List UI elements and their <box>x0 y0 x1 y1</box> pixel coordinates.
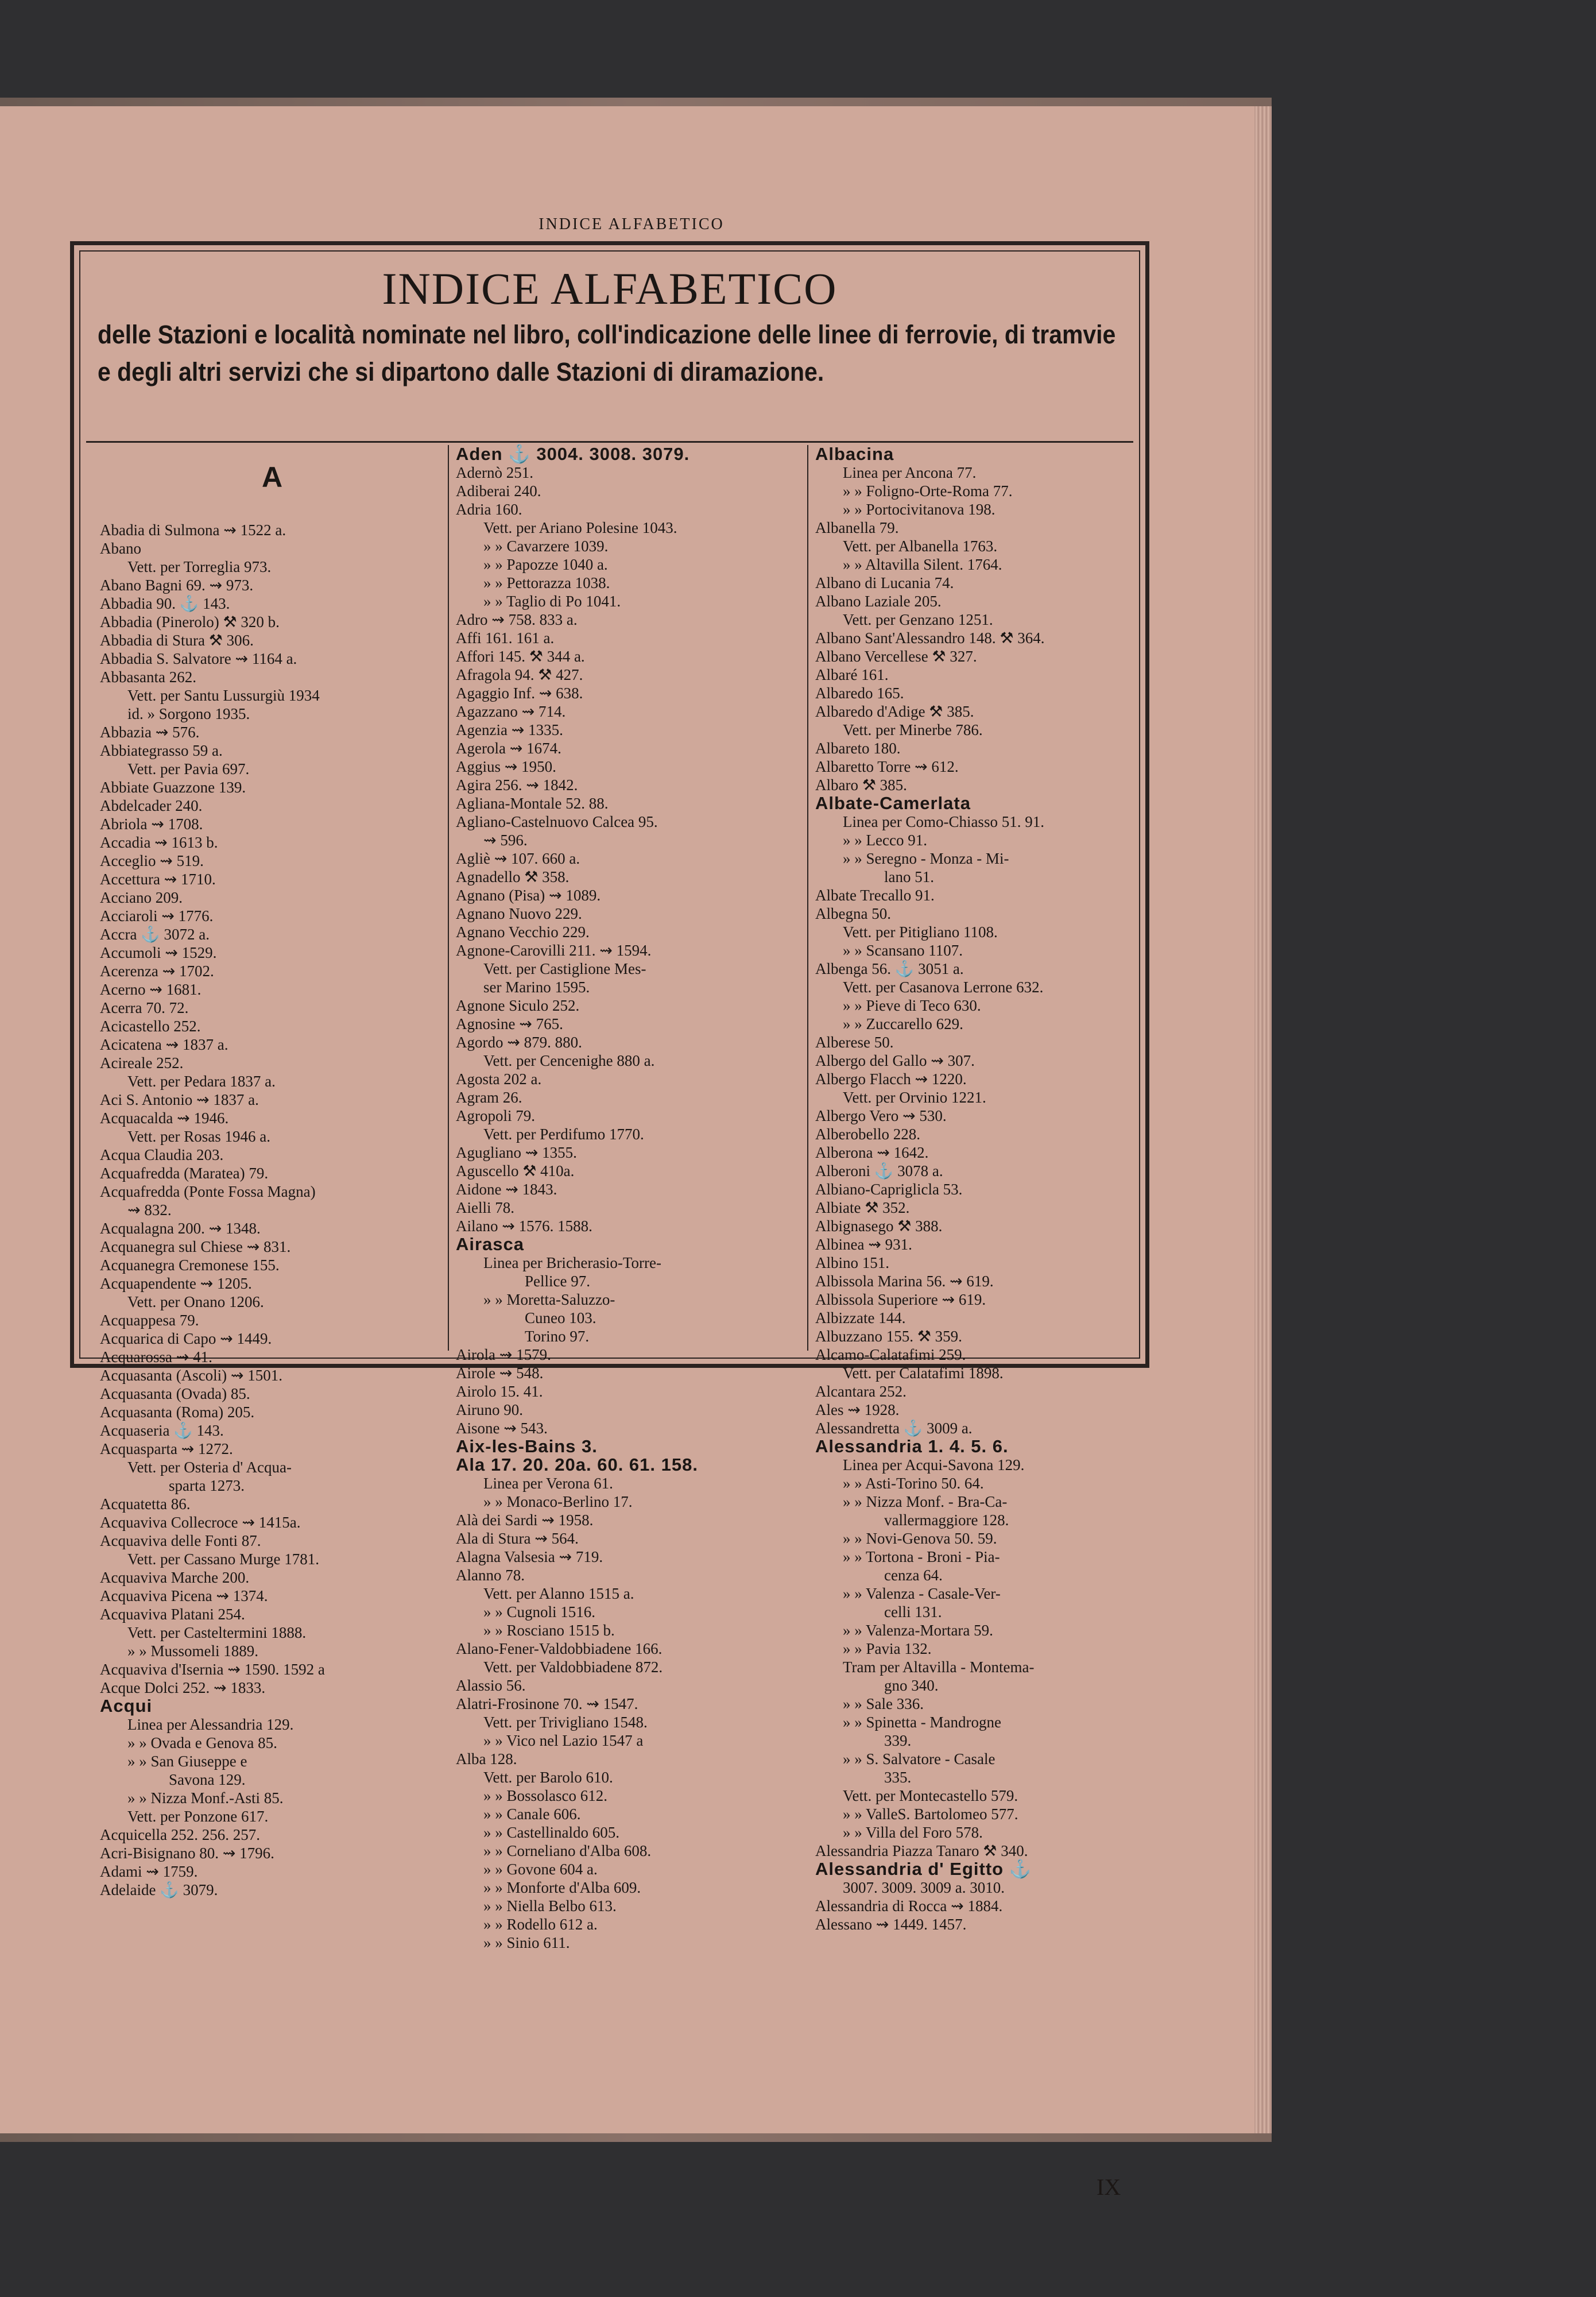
index-entry: Vett. per Pedara 1837 a. <box>127 1073 276 1090</box>
index-entry: Acquarossa ⇝ 41. <box>100 1348 212 1366</box>
index-entry: Albignasego ⚒ 388. <box>815 1217 943 1235</box>
index-entry: Abbadia di Stura ⚒ 306. <box>100 632 254 649</box>
index-entry: Alcantara 252. <box>815 1383 907 1400</box>
index-entry: Alessandria 1. 4. 5. 6. <box>815 1436 1009 1456</box>
index-entry: Abadia di Sulmona ⇝ 1522 a. <box>100 521 286 539</box>
index-entry: Acquafredda (Maratea) 79. <box>100 1165 269 1182</box>
index-entry: Alà dei Sardi ⇝ 1958. <box>456 1511 594 1529</box>
index-entry: Vett. per Castiglione Mes- <box>483 960 646 977</box>
index-entry: » » Ovada e Genova 85. <box>127 1734 277 1751</box>
section-letter: A <box>261 461 283 493</box>
index-entry: Airuno 90. <box>456 1401 523 1418</box>
index-entry: Agram 26. <box>456 1089 522 1106</box>
index-entry: Acquaseria ⚓ 143. <box>100 1422 224 1439</box>
index-entry: Agliana-Montale 52. 88. <box>456 795 609 812</box>
index-entry: Acqualagna 200. ⇝ 1348. <box>100 1220 261 1237</box>
index-frame <box>70 241 1149 1951</box>
index-entry: Vett. per Casanova Lerrone 632. <box>843 979 1044 996</box>
index-entry: Albano Sant'Alessandro 148. ⚒ 364. <box>815 629 1045 647</box>
index-entry: Accadia ⇝ 1613 b. <box>100 834 218 851</box>
index-entry: Alberese 50. <box>815 1034 894 1051</box>
index-entry: » » Monaco-Berlino 17. <box>483 1493 633 1510</box>
index-entry: Acicatena ⇝ 1837 a. <box>100 1036 228 1053</box>
index-entry: Linea per Verona 61. <box>483 1475 613 1492</box>
index-entry: Acquasanta (Roma) 205. <box>100 1403 255 1421</box>
index-entry: Vett. per Genzano 1251. <box>843 611 993 628</box>
index-entry: Albacina <box>815 444 894 464</box>
index-entry: Acqui <box>100 1696 153 1716</box>
index-entry: » » Castellinaldo 605. <box>483 1824 619 1841</box>
index-entry: Albergo del Gallo ⇝ 307. <box>815 1052 975 1069</box>
index-entry: Agenzia ⇝ 1335. <box>456 721 563 738</box>
index-entry: » » Niella Belbo 613. <box>483 1897 617 1915</box>
index-entry: Pellice 97. <box>525 1273 590 1290</box>
index-entry: Accettura ⇝ 1710. <box>100 871 216 888</box>
index-entry: Aidone ⇝ 1843. <box>456 1181 557 1198</box>
index-entry: » » Monforte d'Alba 609. <box>483 1879 641 1896</box>
index-entry: Acquaviva Collecroce ⇝ 1415a. <box>100 1514 301 1531</box>
index-entry: Acceglio ⇝ 519. <box>100 852 204 869</box>
index-entry: Linea per Acqui-Savona 129. <box>843 1456 1025 1474</box>
index-entry: Vett. per Pitigliano 1108. <box>843 923 998 941</box>
index-entry: Afragola 94. ⚒ 427. <box>456 666 583 683</box>
index-entry: Vett. per Montecastello 579. <box>843 1787 1018 1804</box>
index-entry: sparta 1273. <box>169 1477 245 1494</box>
index-entry: Albate-Camerlata <box>815 793 971 813</box>
divider <box>86 441 1133 443</box>
index-entry: » » Nizza Monf. - Bra-Ca- <box>843 1493 1008 1510</box>
index-entry: Albuzzano 155. ⚒ 359. <box>815 1328 962 1345</box>
index-entry: Alassio 56. <box>456 1677 526 1694</box>
index-entry: Albiano-Capriglicla 53. <box>815 1181 963 1198</box>
index-entry: Acquaviva d'Isernia ⇝ 1590. 1592 a <box>100 1661 325 1678</box>
index-entry: Acquafredda (Ponte Fossa Magna) <box>100 1183 316 1200</box>
index-column-2 <box>448 444 813 1951</box>
index-entry: Alessandretta ⚓ 3009 a. <box>815 1420 973 1437</box>
index-entry: Adelaide ⚓ 3079. <box>100 1881 218 1898</box>
index-entry: Alanno 78. <box>456 1567 525 1584</box>
index-entry: Albiate ⚒ 352. <box>815 1199 910 1216</box>
index-entry: Acciaroli ⇝ 1776. <box>100 907 214 925</box>
index-entry: lano 51. <box>884 868 934 885</box>
index-entry: Linea per Bricherasio-Torre- <box>483 1254 661 1271</box>
index-entry: Agnano (Pisa) ⇝ 1089. <box>456 887 601 904</box>
index-entry: Airola ⇝ 1579. <box>456 1346 551 1363</box>
index-entry: Agliè ⇝ 107. 660 a. <box>456 850 580 867</box>
index-entry: » » Altavilla Silent. 1764. <box>843 556 1002 573</box>
index-entry: Albissola Marina 56. ⇝ 619. <box>815 1273 994 1290</box>
index-entry: Abbazia ⇝ 576. <box>100 724 200 741</box>
index-entry: Vett. per Valdobbiadene 872. <box>483 1658 663 1676</box>
index-entry: » » Seregno - Monza - Mi- <box>843 850 1009 867</box>
index-entry: Acquapendente ⇝ 1205. <box>100 1275 252 1292</box>
index-entry: Vett. per Rosas 1946 a. <box>127 1128 270 1145</box>
page-title: INDICE ALFABETICO <box>382 264 838 314</box>
index-entry: Abbiategrasso 59 a. <box>100 742 223 759</box>
index-entry: ser Marino 1595. <box>483 979 590 996</box>
index-entry: Aci S. Antonio ⇝ 1837 a. <box>100 1091 259 1108</box>
index-entry: » » Nizza Monf.-Asti 85. <box>127 1789 284 1807</box>
index-entry: » » Taglio di Po 1041. <box>483 593 621 610</box>
index-entry: » » Mussomeli 1889. <box>127 1642 259 1660</box>
index-entry: 339. <box>884 1732 912 1749</box>
index-entry: Vett. per Ponzone 617. <box>127 1808 269 1825</box>
index-entry: Acciano 209. <box>100 889 183 906</box>
page-subtitle: delle Stazioni e località nominate nel libro, coll'indicazione delle linee di ferrovie, di tramvie e degli altri servizi che si dipartono dalle Stazioni di diramazione. <box>98 320 1116 386</box>
index-entry: Linea per Ancona 77. <box>843 464 977 481</box>
index-entry: Vett. per Orvinio 1221. <box>843 1089 986 1106</box>
index-entry: Acquaviva Picena ⇝ 1374. <box>100 1587 268 1604</box>
index-entry: » » Papozze 1040 a. <box>483 556 608 573</box>
index-entry: Agliano-Castelnuovo Calcea 95. <box>456 813 658 830</box>
index-entry: » » Portocivitanova 198. <box>843 501 995 518</box>
index-entry: Linea per Como-Chiasso 51. 91. <box>843 813 1044 830</box>
index-entry: Agosta 202 a. <box>456 1070 542 1088</box>
index-entry: Agnano Vecchio 229. <box>456 923 590 941</box>
index-entry: Vett. per Albanella 1763. <box>843 537 998 555</box>
index-entry: Alberoni ⚓ 3078 a. <box>815 1162 943 1180</box>
index-entry: Accra ⚓ 3072 a. <box>100 926 210 943</box>
page-edge-strip <box>1254 106 1272 2133</box>
column-entries <box>456 445 813 1952</box>
index-entry: Acquasparta ⇝ 1272. <box>100 1440 233 1457</box>
index-entry: » » Tortona - Broni - Pia- <box>843 1548 1000 1565</box>
index-entry: » » Villa del Foro 578. <box>843 1824 983 1841</box>
index-entry: Abbadia (Pinerolo) ⚒ 320 b. <box>100 613 280 631</box>
index-entry: Acque Dolci 252. ⇝ 1833. <box>100 1679 266 1696</box>
index-entry: Albaré 161. <box>815 666 889 683</box>
index-entry: Linea per Alessandria 129. <box>127 1716 294 1733</box>
index-entry: » » Cavarzere 1039. <box>483 537 609 555</box>
index-entry: Adria 160. <box>456 501 522 518</box>
index-entry: Airolo 15. 41. <box>456 1383 543 1400</box>
index-entry: Vett. per Onano 1206. <box>127 1293 264 1310</box>
index-entry: » » San Giuseppe e <box>127 1753 247 1770</box>
index-entry: Albareto 180. <box>815 740 901 757</box>
index-entry: Vett. per Ariano Polesine 1043. <box>483 519 677 536</box>
index-entry: » » Govone 604 a. <box>483 1861 598 1878</box>
index-column-3 <box>807 444 1148 1933</box>
index-entry: Aden ⚓ 3004. 3008. 3079. <box>456 444 690 464</box>
index-entry: Agnosine ⇝ 765. <box>456 1015 563 1033</box>
index-entry: Agropoli 79. <box>456 1107 535 1124</box>
index-entry: Albanella 79. <box>815 519 899 536</box>
index-entry: Adernò 251. <box>456 464 533 481</box>
index-column-1 <box>100 445 444 1898</box>
index-entry: » » Valenza-Mortara 59. <box>843 1622 993 1639</box>
index-entry: Abbiate Guazzone 139. <box>100 779 246 796</box>
index-entry: Vett. per Osteria d' Acqua- <box>127 1459 292 1476</box>
index-frame-inner <box>79 250 1140 1951</box>
index-entry: Accumoli ⇝ 1529. <box>100 944 217 961</box>
index-entry: Albenga 56. ⚓ 3051 a. <box>815 960 964 977</box>
index-entry: Torino 97. <box>525 1328 590 1345</box>
index-entry: » » Bossolasco 612. <box>483 1787 607 1804</box>
index-entry: Aggius ⇝ 1950. <box>456 758 556 775</box>
index-entry: Alcamo-Calatafimi 259. <box>815 1346 966 1363</box>
index-entry: » » Pieve di Teco 630. <box>843 997 981 1014</box>
index-entry: Alessandria Piazza Tanaro ⚒ 340. <box>815 1842 1028 1859</box>
index-entry: » » Corneliano d'Alba 608. <box>483 1842 652 1859</box>
index-entry: » » Scansano 1107. <box>843 942 963 959</box>
index-entry: Acri-Bisignano 80. ⇝ 1796. <box>100 1844 274 1862</box>
index-entry: Agnone Siculo 252. <box>456 997 580 1014</box>
index-entry: Agerola ⇝ 1674. <box>456 740 561 757</box>
index-entry: Alatri-Frosinone 70. ⇝ 1547. <box>456 1695 638 1712</box>
index-entry: Alessano ⇝ 1449. 1457. <box>815 1916 967 1933</box>
index-entry: Agugliano ⇝ 1355. <box>456 1144 577 1161</box>
index-entry: Abbadia 90. ⚓ 143. <box>100 595 230 612</box>
index-entry: Abriola ⇝ 1708. <box>100 815 203 833</box>
index-entry: Acquaviva Marche 200. <box>100 1569 250 1586</box>
index-entry: Albaredo 165. <box>815 685 904 702</box>
index-entry: Acqua Claudia 203. <box>100 1146 224 1163</box>
index-entry: Agnano Nuovo 229. <box>456 905 582 922</box>
index-entry: Aielli 78. <box>456 1199 514 1216</box>
index-entry: celli 131. <box>884 1603 942 1621</box>
index-entry: Alano-Fener-Valdobbiadene 166. <box>456 1640 663 1657</box>
book-page <box>0 106 1263 2200</box>
index-entry: ⇝ 832. <box>127 1201 172 1219</box>
index-entry: Acquaviva delle Fonti 87. <box>100 1532 261 1549</box>
index-entry: Agnone-Carovilli 211. ⇝ 1594. <box>456 942 652 959</box>
index-entry: Affi 161. 161 a. <box>456 629 555 647</box>
index-entry: Alberobello 228. <box>815 1126 920 1143</box>
index-entry: Vett. per Minerbe 786. <box>843 721 983 738</box>
index-entry: Aix-les-Bains 3. <box>456 1436 598 1456</box>
index-entry: Cuneo 103. <box>525 1309 596 1327</box>
index-entry: Adiberai 240. <box>456 482 541 500</box>
index-entry: Vett. per Cassano Murge 1781. <box>127 1550 319 1568</box>
index-entry: Albizzate 144. <box>815 1309 906 1327</box>
index-entry: » » Sale 336. <box>843 1695 924 1712</box>
index-entry: Abbadia S. Salvatore ⇝ 1164 a. <box>100 650 297 667</box>
index-entry: 335. <box>884 1769 912 1786</box>
index-entry: » » Vico nel Lazio 1547 a <box>483 1732 644 1749</box>
index-entry: Tram per Altavilla - Montema- <box>843 1658 1035 1676</box>
index-entry: » » Foligno-Orte-Roma 77. <box>843 482 1013 500</box>
index-entry: Acquanegra Cremonese 155. <box>100 1256 280 1274</box>
index-entry: Alessandria d' Egitto ⚓ <box>815 1859 1032 1879</box>
index-entry: Vett. per Casteltermini 1888. <box>127 1624 307 1641</box>
page-number: IX <box>1097 2174 1121 2200</box>
index-entry: Vett. per Cencenighe 880 a. <box>483 1052 655 1069</box>
index-entry: » » Rodello 612 a. <box>483 1916 598 1933</box>
index-entry: Airasca <box>456 1234 525 1254</box>
index-entry: » » Sinio 611. <box>483 1934 570 1951</box>
index-entry: ⇝ 596. <box>483 832 528 849</box>
index-entry: Agordo ⇝ 879. 880. <box>456 1034 582 1051</box>
index-entry: Adami ⇝ 1759. <box>100 1863 198 1880</box>
index-entry: Acicastello 252. <box>100 1018 201 1035</box>
index-entry: » » ValleS. Bartolomeo 577. <box>843 1805 1018 1823</box>
index-entry: Albano di Lucania 74. <box>815 574 954 591</box>
index-entry: Alagna Valsesia ⇝ 719. <box>456 1548 603 1565</box>
index-entry: » » Canale 606. <box>483 1805 581 1823</box>
index-entry: » » Moretta-Saluzzo- <box>483 1291 615 1308</box>
index-entry: » » Asti-Torino 50. 64. <box>843 1475 984 1492</box>
index-entry: Albate Trecallo 91. <box>815 887 935 904</box>
index-entry: Albano Laziale 205. <box>815 593 942 610</box>
index-entry: » » Pavia 132. <box>843 1640 932 1657</box>
index-entry: Acireale 252. <box>100 1054 184 1072</box>
index-entry: id. » Sorgono 1935. <box>127 705 250 722</box>
index-entry: Abano <box>100 540 141 557</box>
index-entry: » » Cugnoli 1516. <box>483 1603 596 1621</box>
index-entry: Acquarica di Capo ⇝ 1449. <box>100 1330 272 1347</box>
index-entry: Vett. per Barolo 610. <box>483 1769 613 1786</box>
index-entry: Ailano ⇝ 1576. 1588. <box>456 1217 592 1235</box>
index-entry: Albaredo d'Adige ⚒ 385. <box>815 703 974 720</box>
index-entry: Savona 129. <box>169 1771 246 1788</box>
index-entry: » » Valenza - Casale-Ver- <box>843 1585 1001 1602</box>
index-entry: Ales ⇝ 1928. <box>815 1401 900 1418</box>
index-entry: Agnadello ⚒ 358. <box>456 868 570 885</box>
index-entry: Albegna 50. <box>815 905 891 922</box>
index-entry: » » Novi-Genova 50. 59. <box>843 1530 997 1547</box>
index-entry: Acerenza ⇝ 1702. <box>100 962 214 980</box>
index-entry: Alberona ⇝ 1642. <box>815 1144 929 1161</box>
index-entry: Agaggio Inf. ⇝ 638. <box>456 685 583 702</box>
index-entry: Vett. per Pavia 697. <box>127 760 250 778</box>
index-entry: » » Spinetta - Mandrogne <box>843 1714 1001 1731</box>
index-entry: Vett. per Torreglia 973. <box>127 558 272 575</box>
index-entry: Acquappesa 79. <box>100 1312 199 1329</box>
index-entry: Vett. per Santu Lussurgiù 1934 <box>127 687 320 704</box>
index-entry: Abano Bagni 69. ⇝ 973. <box>100 577 254 594</box>
index-entry: Albano Vercellese ⚒ 327. <box>815 648 977 665</box>
index-entry: Albinea ⇝ 931. <box>815 1236 912 1253</box>
column-entries <box>100 521 444 1899</box>
index-entry: Alba 128. <box>456 1750 517 1768</box>
index-entry: » » Lecco 91. <box>843 832 927 849</box>
index-entry: Vett. per Calatafimi 1898. <box>843 1364 1004 1382</box>
index-entry: Affori 145. ⚒ 344 a. <box>456 648 585 665</box>
index-entry: Vett. per Perdifumo 1770. <box>483 1126 644 1143</box>
index-entry: » » Zuccarello 629. <box>843 1015 963 1033</box>
index-entry: Aguscello ⚒ 410a. <box>456 1162 575 1180</box>
index-entry: Albino 151. <box>815 1254 890 1271</box>
index-entry: vallermaggiore 128. <box>884 1511 1009 1529</box>
running-head: INDICE ALFABETICO <box>539 215 725 233</box>
index-entry: Vett. per Alanno 1515 a. <box>483 1585 634 1602</box>
index-entry: gno 340. <box>884 1677 939 1694</box>
index-entry: 3007. 3009. 3009 a. 3010. <box>843 1879 1005 1896</box>
index-entry: Acquaviva Platani 254. <box>100 1606 245 1623</box>
index-entry: Albergo Flacch ⇝ 1220. <box>815 1070 967 1088</box>
index-entry: Albaretto Torre ⇝ 612. <box>815 758 959 775</box>
index-entry: Acquicella 252. 256. 257. <box>100 1826 260 1843</box>
index-entry: Albergo Vero ⇝ 530. <box>815 1107 947 1124</box>
index-entry: Vett. per Trivigliano 1548. <box>483 1714 648 1731</box>
index-entry: Acerra 70. 72. <box>100 999 189 1016</box>
index-entry: Abdelcader 240. <box>100 797 203 814</box>
index-entry: Agazzano ⇝ 714. <box>456 703 566 720</box>
index-entry: Ala 17. 20. 20a. 60. 61. 158. <box>456 1455 698 1475</box>
index-entry: Abbasanta 262. <box>100 668 196 686</box>
index-entry: Albissola Superiore ⇝ 619. <box>815 1291 986 1308</box>
index-entry: Ala di Stura ⇝ 564. <box>456 1530 579 1547</box>
index-entry: » » Rosciano 1515 b. <box>483 1622 615 1639</box>
index-entry: Acquacalda ⇝ 1946. <box>100 1109 229 1127</box>
index-entry: » » S. Salvatore - Casale <box>843 1750 995 1768</box>
index-entry: Airole ⇝ 548. <box>456 1364 544 1382</box>
index-entry: Alessandria di Rocca ⇝ 1884. <box>815 1897 1003 1915</box>
index-entry: Aisone ⇝ 543. <box>456 1420 548 1437</box>
index-entry: Acquasanta (Ovada) 85. <box>100 1385 250 1402</box>
index-entry: Acquasanta (Ascoli) ⇝ 1501. <box>100 1367 283 1384</box>
index-entry: Agira 256. ⇝ 1842. <box>456 776 578 794</box>
index-entry: » » Pettorazza 1038. <box>483 574 610 591</box>
index-entry: Acerno ⇝ 1681. <box>100 981 202 998</box>
index-entry: Acquatetta 86. <box>100 1495 191 1513</box>
column-entries <box>815 445 1148 1933</box>
index-entry: cenza 64. <box>884 1567 943 1584</box>
index-entry: Acquanegra sul Chiese ⇝ 831. <box>100 1238 291 1255</box>
index-entry: Albaro ⚒ 385. <box>815 776 907 794</box>
index-entry: Adro ⇝ 758. 833 a. <box>456 611 578 628</box>
